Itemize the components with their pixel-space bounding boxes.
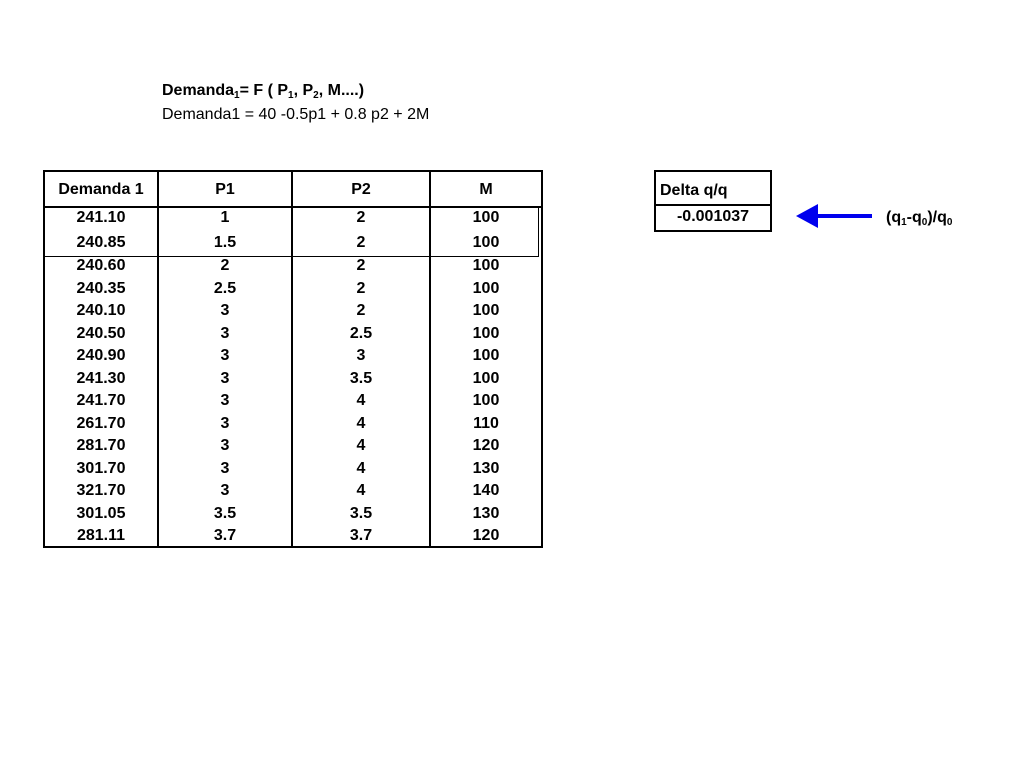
demanda-cell: 241.30 bbox=[76, 369, 126, 387]
m-cell: 110 bbox=[473, 414, 499, 432]
m-cell: 140 bbox=[472, 482, 500, 499]
ratio-label: $(q_1-q_0)/q_0$ bbox=[886, 209, 953, 228]
delta-value: -0.001037 bbox=[676, 208, 750, 225]
demanda-cell: 301.70 bbox=[76, 459, 126, 477]
p2-cell: 4 bbox=[356, 437, 366, 454]
p2-cell: 2 bbox=[356, 209, 366, 226]
m-cell: 100 bbox=[472, 324, 500, 342]
p2-cell: 3.5 bbox=[349, 369, 373, 387]
p1-cell: 3 bbox=[220, 302, 230, 319]
demanda-cell: 240.50 bbox=[76, 324, 126, 342]
m-cell: 100 bbox=[472, 209, 500, 226]
delta-box bbox=[654, 170, 772, 232]
formula-line-1: Demanda$_1$= F ( $P_1$, $P_2$, M....) bbox=[162, 82, 365, 101]
p1-cell: 3.7 bbox=[213, 527, 237, 544]
demanda-cell: 301.05 bbox=[76, 504, 126, 522]
demanda-cell: 240.10 bbox=[76, 302, 126, 319]
header-m: M bbox=[479, 181, 493, 198]
p1-cell: 3 bbox=[220, 482, 230, 499]
p2-cell: 4 bbox=[356, 392, 366, 409]
demanda-cell: 240.35 bbox=[76, 279, 126, 297]
p1-cell: 3 bbox=[220, 392, 230, 409]
p1-cell: 3 bbox=[220, 459, 230, 477]
m-cell: 120 bbox=[472, 527, 500, 544]
demanda-cell: 241.70 bbox=[76, 392, 126, 409]
p1-cell: 2.5 bbox=[213, 279, 237, 297]
p2-cell: 2 bbox=[356, 257, 366, 274]
p1-cell: 3 bbox=[220, 414, 230, 432]
demanda-cell: 240.90 bbox=[76, 347, 126, 364]
demanda-cell: 241.10 bbox=[76, 209, 126, 226]
p2-cell: 4 bbox=[356, 459, 366, 477]
p2-cell: 3.7 bbox=[349, 527, 373, 544]
demanda-cell: 281.70 bbox=[76, 437, 126, 454]
p1-cell: 3 bbox=[220, 324, 230, 342]
m-cell: 100 bbox=[472, 347, 500, 364]
p2-cell: 3 bbox=[356, 347, 366, 364]
m-cell: 130 bbox=[472, 504, 500, 522]
m-cell: 100 bbox=[472, 257, 500, 274]
demanda-cell: 240.85 bbox=[76, 234, 126, 251]
formula-line-2: Demanda1 = 40 -0.5p1 + 0.8 p2 + 2M bbox=[162, 106, 430, 123]
p1-cell: 2 bbox=[220, 257, 230, 274]
p2-cell: 4 bbox=[356, 414, 366, 432]
p2-cell: 2 bbox=[356, 279, 366, 297]
m-cell: 100 bbox=[472, 234, 500, 251]
p2-cell: 2 bbox=[356, 302, 366, 319]
demanda-cell: 321.70 bbox=[76, 482, 126, 499]
p1-cell: 1 bbox=[220, 209, 230, 226]
p1-cell: 3 bbox=[220, 437, 230, 454]
demanda-cell: 261.70 bbox=[76, 414, 126, 432]
m-cell: 100 bbox=[472, 279, 500, 297]
m-cell: 120 bbox=[472, 437, 500, 454]
demanda-cell: 281.11 bbox=[76, 527, 126, 544]
m-cell: 100 bbox=[472, 392, 500, 409]
m-cell: 100 bbox=[472, 302, 500, 319]
header-p1: P1 bbox=[215, 181, 235, 198]
demand-table bbox=[43, 170, 543, 548]
header-p2: P2 bbox=[351, 181, 371, 198]
p2-cell: 4 bbox=[356, 482, 366, 499]
p2-cell: 2 bbox=[356, 234, 366, 251]
p1-cell: 3 bbox=[220, 369, 230, 387]
m-cell: 130 bbox=[472, 459, 500, 477]
p2-cell: 2.5 bbox=[349, 324, 373, 342]
demanda-cell: 240.60 bbox=[76, 257, 126, 274]
p1-cell: 3.5 bbox=[213, 504, 237, 522]
delta-header: Delta q/q bbox=[660, 182, 728, 199]
p1-cell: 3 bbox=[220, 347, 230, 364]
p1-cell: 1.5 bbox=[213, 234, 237, 251]
m-cell: 100 bbox=[472, 369, 500, 387]
header-demanda: Demanda 1 bbox=[58, 181, 144, 198]
p2-cell: 3.5 bbox=[349, 504, 373, 522]
left-arrow-icon bbox=[796, 201, 876, 231]
